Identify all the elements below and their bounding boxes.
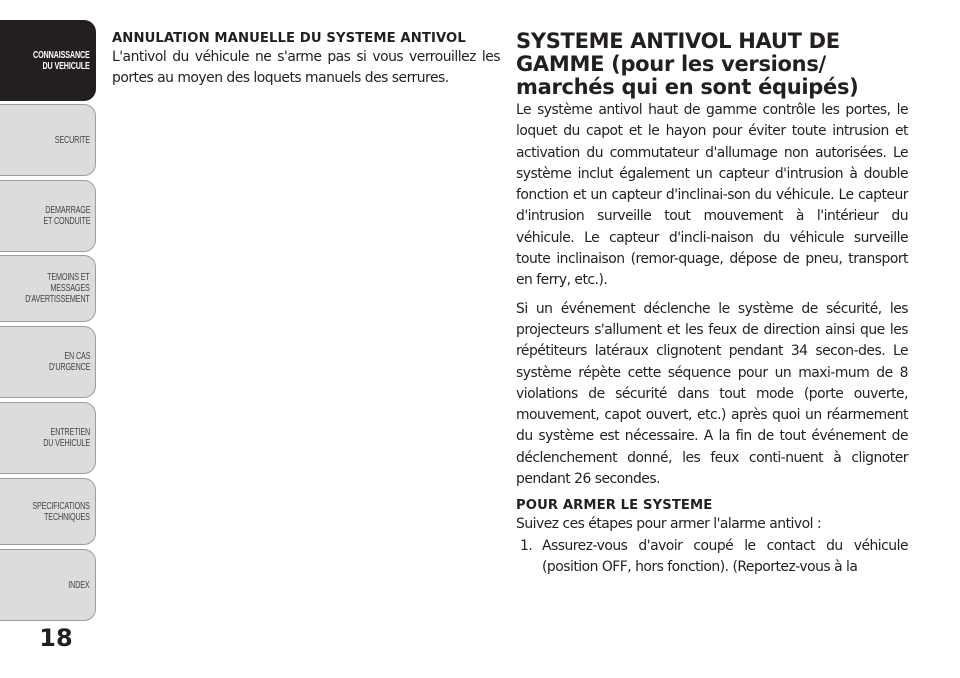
- page-number: 18: [39, 624, 73, 652]
- tab-demarrage-et-conduite[interactable]: [0, 180, 96, 252]
- tab-label: CONNAISSANCE DU VEHICULE: [33, 49, 90, 72]
- left-column: [112, 30, 500, 97]
- body-paragraph: L'antivol du véhicule ne s'arme pas si vous verrouillez les portes au moyen des loquets manuels des serrures.: [112, 49, 500, 87]
- tab-en-cas-d-urgence[interactable]: [0, 326, 96, 398]
- right-column: [516, 30, 908, 578]
- section-heading: ANNULATION MANUELLE DU SYSTEME ANTIVOL: [112, 31, 466, 46]
- tab-label: SECURITE: [54, 134, 90, 146]
- list-number: 1.: [520, 537, 533, 554]
- tab-label: TEMOINS ET MESSAGES D'AVERTISSEMENT: [25, 272, 90, 305]
- tab-connaissance-du-vehicule[interactable]: [0, 20, 96, 101]
- list-text: Assurez-vous d'avoir coupé le contact du véhicule (position OFF, hors fonction). (Reportez-vous à la: [542, 537, 908, 575]
- tab-entretien-du-vehicule[interactable]: [0, 402, 96, 474]
- main-heading: SYSTEME ANTIVOL HAUT DE GAMME (pour les versions/ marchés qui en sont équipés): [516, 29, 859, 99]
- tab-securite[interactable]: [0, 104, 96, 176]
- tab-temoins-et-messages[interactable]: [0, 255, 96, 322]
- tab-label: INDEX: [68, 579, 90, 591]
- intro-paragraph: Suivez ces étapes pour armer l'alarme antivol :: [516, 516, 822, 533]
- tab-label: DEMARRAGE ET CONDUITE: [42, 205, 90, 227]
- tab-index[interactable]: [0, 549, 96, 621]
- subsection-heading: POUR ARMER LE SYSTEME: [516, 498, 713, 514]
- tab-label: EN CAS D'URGENCE: [48, 351, 90, 373]
- tab-label: SPECIFICATIONS TECHNIQUES: [32, 500, 90, 523]
- tab-specifications-techniques[interactable]: [0, 478, 96, 545]
- chapter-tabs: [0, 0, 98, 678]
- tab-label: ENTRETIEN DU VEHICULE: [43, 427, 90, 449]
- body-paragraph: Si un événement déclenche le système de sécurité, les projecteurs s'allument et les feux de direction ainsi que les répétiteurs latéraux clignotent pendant 34 secon-des. Le système répète cette séquence pour un maxi-mum de 8 violations de sécurité dans tout mode (porte ouverte, mouvement, capot ouvert, etc.) après quoi un réarmement du système est nécessaire. A la fin de tout événement de déclenchement donné, les feux conti-nuent à clignoter pendant 26 secondes.: [516, 300, 908, 488]
- list-item: [516, 536, 908, 579]
- body-paragraph: Le système antivol haut de gamme contrôle les portes, le loquet du capot et le hayon pour éviter toute intrusion et activation du commutateur d'allumage non autorisées. Le système inclut également un capteur d'intrusion à double fonction et un capteur d'inclinai-son du véhicule. Le capteur d'intrusion surveille tout mouvement à l'intérieur du véhicule. Le capteur d'incli-naison du véhicule surveille toute inclinaison (remor-quage, dépose de pneu, transport en ferry, etc.).: [516, 102, 908, 289]
